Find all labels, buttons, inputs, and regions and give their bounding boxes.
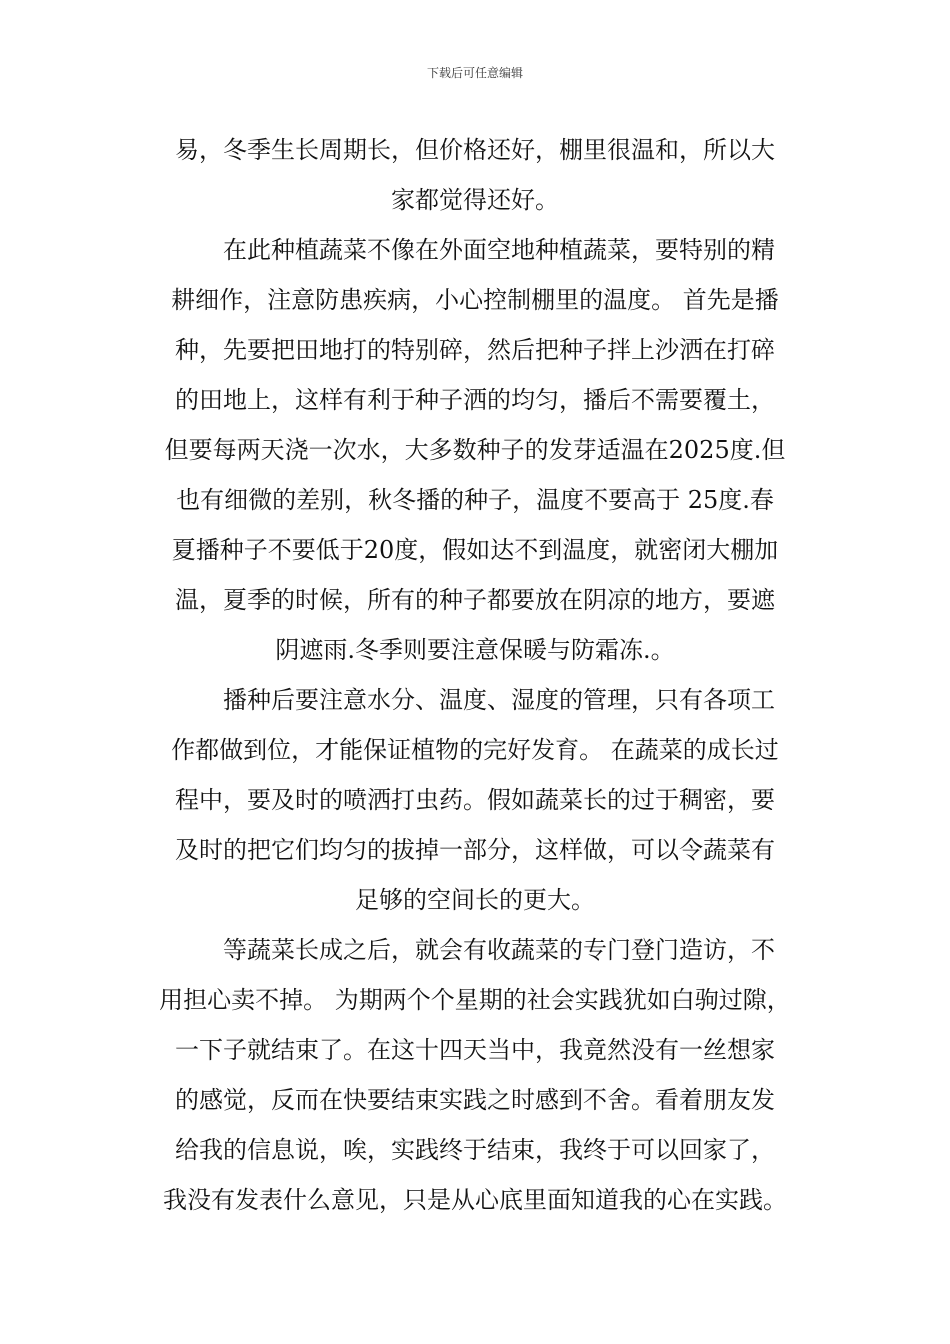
body-line-13: 作都做到位，才能保证植物的完好发育。 在蔬菜的成长过 <box>171 736 779 764</box>
body-line-16: 足够的空间长的更大。 <box>355 886 595 914</box>
body-line-22: 我没有发表什么意见，只是从心底里面知道我的心在实践。 <box>163 1186 787 1214</box>
body-line-4: 耕细作，注意防患疾病，小心控制棚里的温度。 首先是播 <box>171 286 779 314</box>
body-line-15: 及时的把它们均匀的拔掉一部分，这样做，可以令蔬菜有 <box>175 836 775 864</box>
body-line-6: 的田地上，这样有利于种子洒的均匀，播后不需要覆土， <box>175 386 775 414</box>
body-line-3: 在此种植蔬菜不像在外面空地种植蔬菜，要特别的精 <box>175 236 775 264</box>
body-line-7: 但要每两天浇一次水，大多数种子的发芽适温在2025度.但 <box>164 436 786 464</box>
page-header: 下载后可任意编辑 <box>426 66 523 80</box>
body-line-11: 阴遮雨.冬季则要注意保暖与防霜冻.。 <box>275 636 675 664</box>
body-line-10: 温，夏季的时候，所有的种子都要放在阴凉的地方，要遮 <box>175 586 775 614</box>
body-line-17: 等蔬菜长成之后，就会有收蔬菜的专门登门造访，不 <box>175 936 775 964</box>
body-line-19: 一下子就结束了。在这十四天当中，我竟然没有一丝想家 <box>175 1036 775 1064</box>
body-line-8: 也有细微的差别，秋冬播的种子，温度不要高于 25度.春 <box>176 486 774 514</box>
body-line-9: 夏播种子不要低于20度，假如达不到温度，就密闭大棚加 <box>171 536 779 564</box>
body-line-5: 种，先要把田地打的特别碎，然后把种子拌上沙洒在打碎 <box>175 336 775 364</box>
body-line-21: 给我的信息说，唉，实践终于结束，我终于可以回家了， <box>175 1136 775 1164</box>
body-line-2: 家都觉得还好。 <box>391 186 559 214</box>
body-line-12: 播种后要注意水分、温度、湿度的管理，只有各项工 <box>175 686 775 714</box>
body-line-20: 的感觉，反而在快要结束实践之时感到不舍。看着朋友发 <box>175 1086 775 1114</box>
body-line-1: 易，冬季生长周期长，但价格还好，棚里很温和，所以大 <box>175 136 775 164</box>
body-line-14: 程中，要及时的喷洒打虫药。假如蔬菜长的过于稠密，要 <box>175 786 775 814</box>
body-line-18: 用担心卖不掉。 为期两个个星期的社会实践犹如白驹过隙， <box>159 986 791 1014</box>
